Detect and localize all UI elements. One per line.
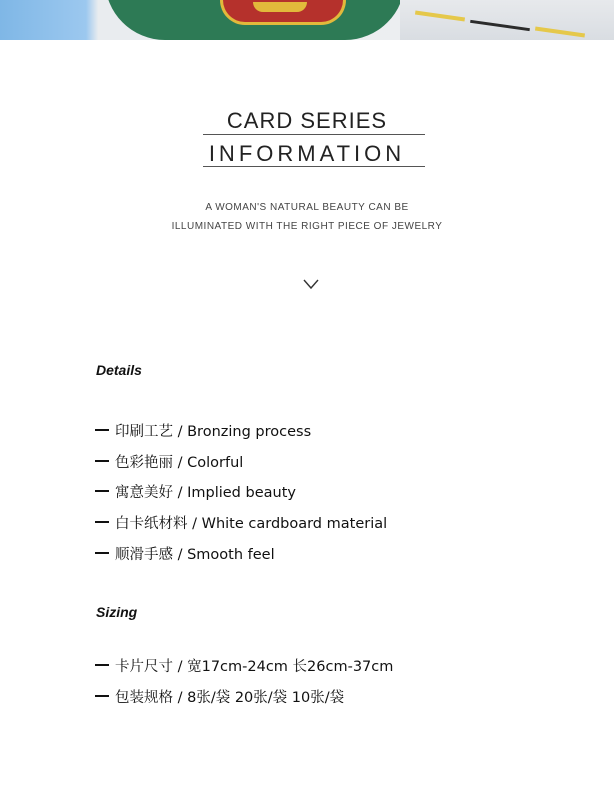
sizing-item xyxy=(95,655,393,676)
title-line-1: CARD SERIES xyxy=(226,108,388,133)
details-item-text: 白卡纸材料 / White cardboard material xyxy=(115,516,388,532)
details-heading: Details xyxy=(96,362,142,378)
details-item-text: 印刷工艺 / Bronzing process xyxy=(115,424,312,440)
sizing-item-text: 卡片尺寸 / 宽17cm-24cm 长26cm-37cm xyxy=(115,659,394,675)
sizing-item xyxy=(95,686,344,707)
top-product-photo xyxy=(0,0,614,40)
chevron-down-icon xyxy=(303,279,319,290)
details-item-text: 寓意美好 / Implied beauty xyxy=(115,485,296,501)
dash-icon xyxy=(95,664,109,666)
details-item xyxy=(95,512,387,533)
cloud-pattern-graphic xyxy=(220,0,346,25)
dash-icon xyxy=(95,552,109,554)
title-divider-bottom xyxy=(203,166,425,167)
tagline-line-2: ILLUMINATED WITH THE RIGHT PIECE OF JEWELRY xyxy=(171,221,443,232)
dash-icon xyxy=(95,695,109,697)
details-item-text: 顺滑手感 / Smooth feel xyxy=(115,547,275,563)
title-line-2: INFORMATION xyxy=(208,141,406,166)
details-item xyxy=(95,420,311,441)
details-item-text: 色彩艳丽 / Colorful xyxy=(115,455,244,471)
details-item xyxy=(95,451,243,472)
dash-icon xyxy=(95,521,109,523)
dash-icon xyxy=(95,429,109,431)
sizing-heading: Sizing xyxy=(96,604,138,620)
dash-icon xyxy=(95,460,109,462)
sizing-item-text: 包装规格 / 8张/袋 20张/袋 10张/袋 xyxy=(115,690,345,706)
tagline-line-1: A WOMAN'S NATURAL BEAUTY CAN BE xyxy=(205,202,409,213)
details-item xyxy=(95,543,275,564)
dash-icon xyxy=(95,490,109,492)
title-divider-top xyxy=(203,134,425,135)
details-item xyxy=(95,481,296,502)
